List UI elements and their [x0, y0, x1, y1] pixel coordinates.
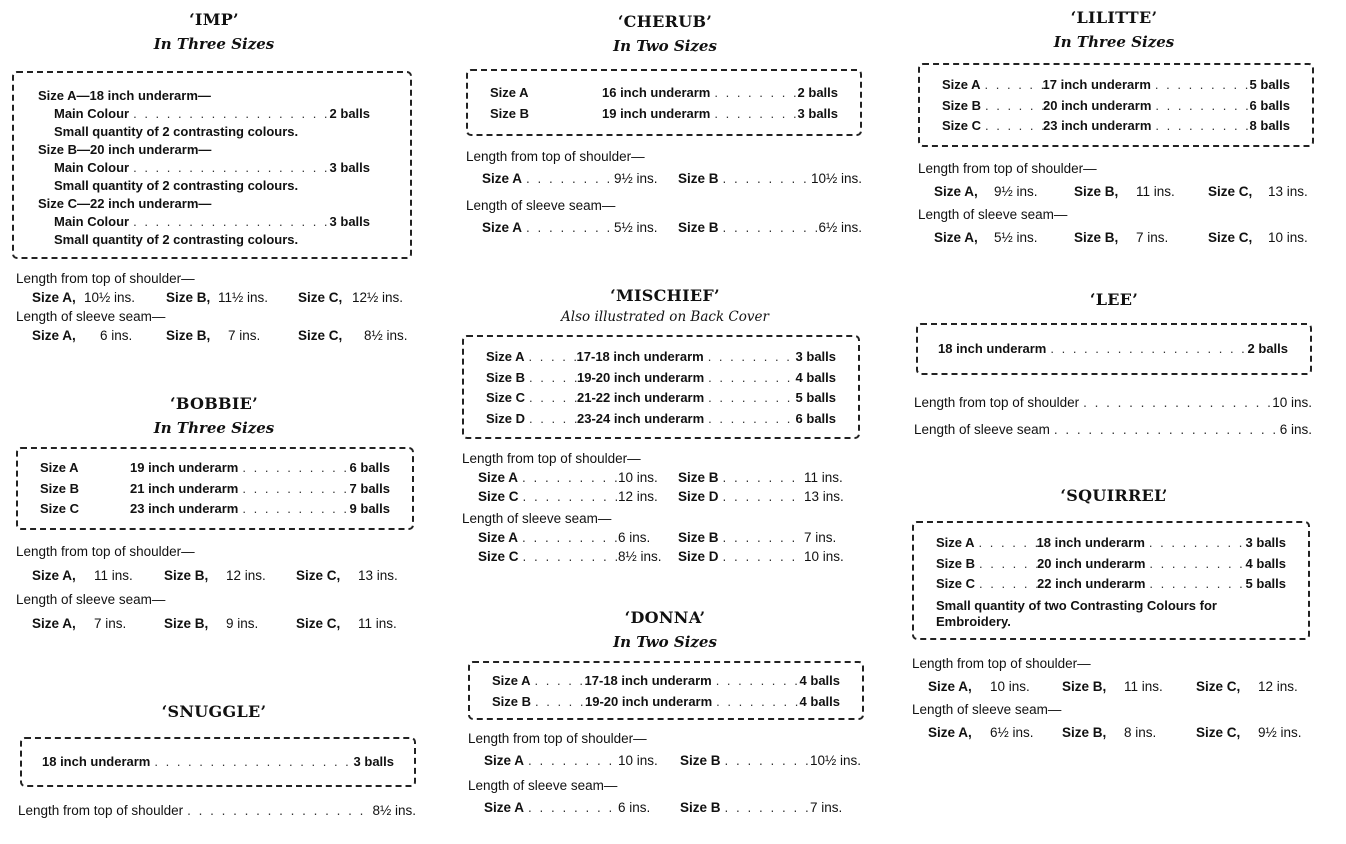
imp-size-b-small: Small quantity of 2 contrasting colours.	[54, 178, 299, 193]
bobbie-section	[12, 394, 416, 636]
squirrel-yarn-box	[912, 521, 1310, 640]
lilitte-section	[908, 8, 1320, 249]
cherub-row-b: Size B 19 inch underarm . . . 3 balls	[490, 104, 838, 125]
imp-size-a-main: Main Colour . . . 2 balls	[38, 105, 370, 123]
bobbie-title: ‘BOBBIE’	[169, 394, 259, 413]
mischief-row-d: Size D . . . 23-24 inch underarm . . . 6 balls	[486, 409, 836, 430]
cherub-title: ‘CHERUB’	[617, 12, 713, 31]
imp-size-a-small: Small quantity of 2 contrasting colours.	[54, 124, 299, 139]
donna-row-a: Size A . . . 17-18 inch underarm . . . 4 balls	[492, 671, 840, 692]
squirrel-section	[908, 486, 1320, 744]
mischief-length-label: Length from top of shoulder—	[462, 451, 641, 466]
squirrel-note: Small quantity of two Contrasting Colours for Embroidery.	[936, 597, 1217, 629]
imp-size-a-heading: Size A—18 inch underarm—	[38, 88, 211, 103]
lilitte-row-a: Size A . . . 17 inch underarm . . . 5 balls	[942, 75, 1290, 96]
bobbie-subtitle: In Three Sizes	[153, 419, 275, 437]
lilitte-sleeve-label: Length of sleeve seam—	[918, 206, 1068, 222]
donna-length-label: Length from top of shoulder—	[468, 731, 647, 746]
lilitte-title: ‘LILITTE’	[1070, 8, 1158, 27]
cherub-yarn-box	[466, 69, 862, 136]
snuggle-length: Length from top of shoulder . . . 8½ ins.	[12, 801, 416, 820]
lee-row: 18 inch underarm . . . 2 balls	[938, 339, 1288, 360]
mischief-title: ‘MISCHIEF’	[610, 286, 720, 305]
snuggle-section	[12, 702, 416, 820]
mischief-section	[460, 286, 870, 566]
imp-subtitle: In Three Sizes	[153, 35, 275, 53]
imp-section	[12, 10, 416, 345]
donna-row-b: Size B . . . 19-20 inch underarm . . . 4 balls	[492, 692, 840, 713]
bobbie-sleeve-label: Length of sleeve seam—	[16, 591, 166, 607]
lilitte-subtitle: In Three Sizes	[1053, 33, 1175, 51]
lee-title: ‘LEE’	[1089, 290, 1139, 309]
bobbie-row-a: Size A 19 inch underarm . . . 6 balls	[40, 458, 390, 479]
donna-section	[460, 608, 870, 819]
cherub-row-a: Size A 16 inch underarm . . . 2 balls	[490, 83, 838, 104]
donna-subtitle: In Two Sizes	[613, 633, 717, 651]
imp-yarn-box	[12, 71, 412, 259]
imp-size-b-main: Main Colour . . . 3 balls	[38, 159, 370, 177]
cherub-measurements: Length from top of shoulder— Size A . . . 9½ ins. Size B . . . 10½ ins. Length of sleeve seam— Size A . . . 5½ ins. Size B . . . 6½ ins.	[460, 146, 870, 239]
imp-size-c-small: Small quantity of 2 contrasting colours.	[54, 232, 299, 247]
mischief-yarn-box	[462, 335, 860, 439]
cherub-length-label: Length from top of shoulder—	[466, 149, 645, 164]
donna-sleeve-label: Length of sleeve seam—	[468, 778, 618, 793]
mischief-subtitle: Also illustrated on Back Cover	[561, 309, 769, 325]
lilitte-yarn-box	[918, 63, 1314, 147]
squirrel-row-b: Size B . . . 20 inch underarm . . . 4 balls	[936, 554, 1286, 575]
mischief-row-a: Size A . . . 17-18 inch underarm . . . 3 balls	[486, 347, 836, 368]
lee-measurements: Length from top of shoulder . . . 10 ins. Length of sleeve seam . . . 6 ins.	[908, 389, 1312, 443]
mischief-row-b: Size B . . . 19-20 inch underarm . . . 4 balls	[486, 368, 836, 389]
cherub-subtitle: In Two Sizes	[613, 37, 717, 55]
imp-length-label: Length from top of shoulder—	[16, 271, 195, 286]
imp-size-b-heading: Size B—20 inch underarm—	[38, 142, 212, 157]
squirrel-row-c: Size C . . . 22 inch underarm . . . 5 balls	[936, 574, 1286, 595]
cherub-sleeve-label: Length of sleeve seam—	[466, 198, 616, 213]
donna-yarn-box	[468, 661, 864, 720]
imp-sleeve-label: Length of sleeve seam—	[16, 309, 166, 324]
lee-section	[908, 290, 1320, 443]
mischief-measurements: Length from top of shoulder— Size A . . . 10 ins. Size B . . . 11 ins. Size C . . . 12 ins. Size D . . . 13 ins. Length of sleeve seam— Size A . . . 6 ins. Size B . . . 7 ins. Size C . . . 8½ ins. Size D . . . 10 ins.	[460, 449, 870, 566]
bobbie-row-c: Size C 23 inch underarm . . . 9 balls	[40, 499, 390, 520]
cherub-section	[460, 12, 870, 239]
imp-title: ‘IMP’	[189, 10, 239, 29]
donna-measurements: Length from top of shoulder— Size A . . . 10 ins. Size B . . . 10½ ins. Length of sleeve seam— Size A . . . 6 ins. Size B . . . 7 ins.	[460, 728, 870, 819]
imp-size-c-heading: Size C—22 inch underarm—	[38, 196, 212, 211]
squirrel-title: ‘SQUIRREL’	[1060, 486, 1168, 505]
imp-size-c-main: Main Colour . . . 3 balls	[38, 213, 370, 231]
snuggle-title: ‘SNUGGLE’	[161, 702, 267, 721]
lee-yarn-box	[916, 323, 1312, 375]
bobbie-row-b: Size B 21 inch underarm . . . 7 balls	[40, 479, 390, 500]
lilitte-row-b: Size B . . . 20 inch underarm . . . 6 balls	[942, 96, 1290, 117]
mischief-row-c: Size C . . . 21-22 inch underarm . . . 5 balls	[486, 388, 836, 409]
lilitte-measurements: Length from top of shoulder— Size A, 9½ ins. Size B, 11 ins. Size C, 13 ins. Length of sleeve seam— Size A, 5½ ins. Size B, 7 ins. Size C, 10 ins.	[908, 157, 1320, 249]
lilitte-length-label: Length from top of shoulder—	[918, 160, 1097, 176]
snuggle-yarn-box	[20, 737, 416, 787]
mischief-sleeve-label: Length of sleeve seam—	[462, 511, 612, 526]
squirrel-length-label: Length from top of shoulder—	[912, 655, 1091, 671]
bobbie-length-label: Length from top of shoulder—	[16, 543, 195, 559]
squirrel-measurements: Length from top of shoulder— Size A, 10 ins. Size B, 11 ins. Size C, 12 ins. Length of sleeve seam— Size A, 6½ ins. Size B, 8 ins. Size C, 9½ ins.	[908, 652, 1320, 744]
lilitte-row-c: Size C . . . 23 inch underarm . . . 8 balls	[942, 116, 1290, 137]
squirrel-sleeve-label: Length of sleeve seam—	[912, 701, 1062, 717]
bobbie-yarn-box	[16, 447, 414, 530]
donna-title: ‘DONNA’	[624, 608, 706, 627]
imp-measurements: Length from top of shoulder— Size A, 10½ ins. Size B, 11½ ins. Size C, 12½ ins. Length of sleeve seam— Size A, 6 ins. Size B, 7 ins. Size C, 8½ ins.	[12, 269, 416, 345]
snuggle-row: 18 inch underarm . . . 3 balls	[42, 752, 394, 773]
squirrel-row-a: Size A . . . 18 inch underarm . . . 3 balls	[936, 533, 1286, 554]
bobbie-measurements: Length from top of shoulder— Size A, 11 ins. Size B, 12 ins. Size C, 13 ins. Length of sleeve seam— Size A, 7 ins. Size B, 9 ins. Size C, 11 ins.	[12, 540, 416, 636]
